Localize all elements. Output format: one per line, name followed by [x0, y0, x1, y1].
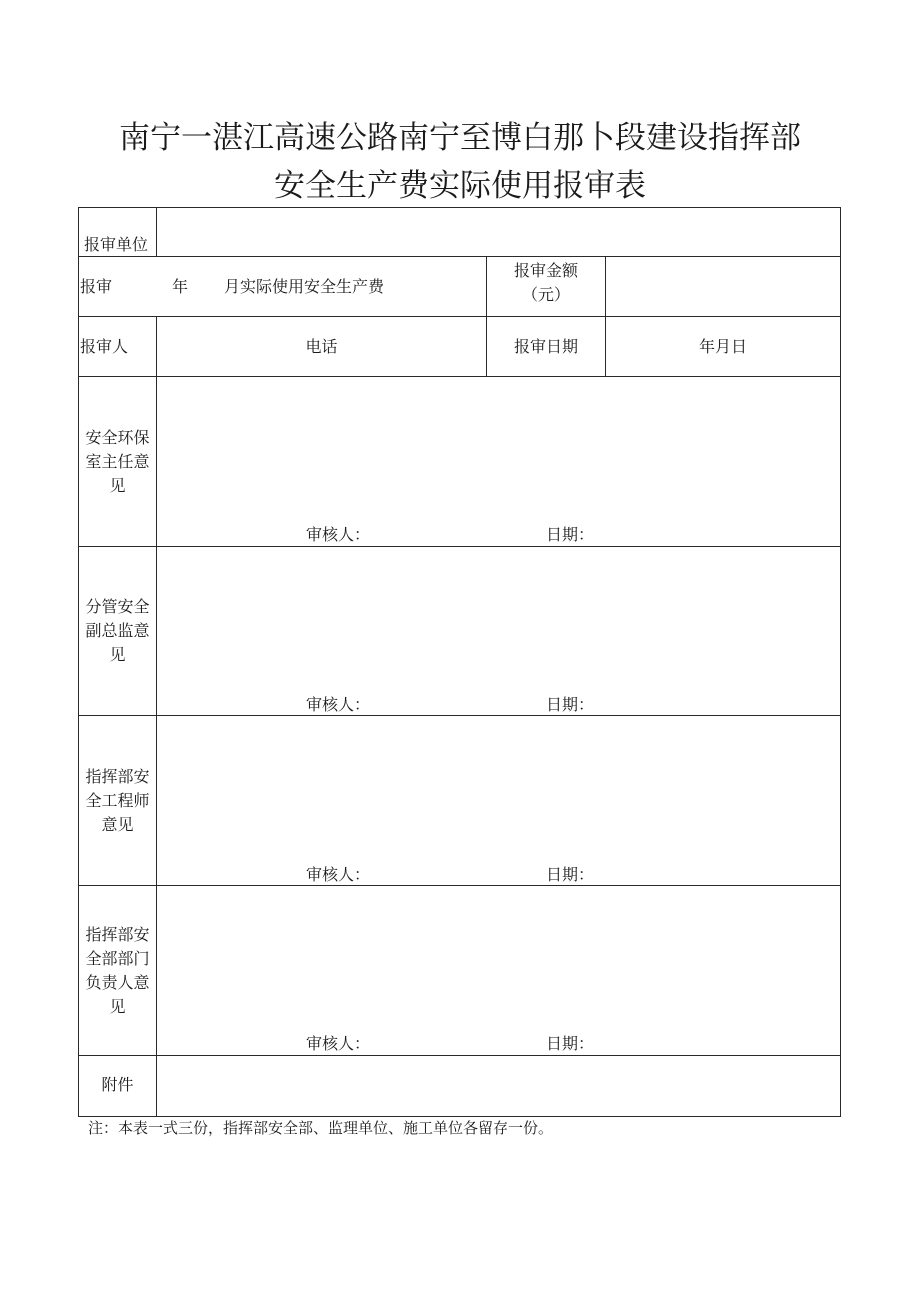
report-date-label: 报审日期 [513, 337, 578, 356]
reviewer-label: 审核人： [306, 1034, 371, 1053]
phone-label: 电话 [305, 337, 338, 356]
period-suffix: 月实际使用安全生产费 [224, 277, 385, 296]
review-date-label: 日期： [546, 695, 595, 714]
opinion-field[interactable] [157, 547, 840, 687]
review-date-label: 日期： [546, 865, 595, 884]
document-title-line2: 安全生产费实际使用报审表 [274, 168, 646, 204]
table-border-right [840, 207, 841, 1117]
opinion-label-deputy-director: 分管安全 副总监意 见 [85, 597, 150, 664]
attachment-label: 附件 [101, 1075, 134, 1094]
unit-label: 报审单位 [84, 235, 149, 254]
reporter-label: 报审人 [80, 337, 129, 356]
amount-label-line2: （元） [521, 285, 570, 304]
review-form-table [78, 207, 841, 1117]
reviewer-label: 审核人： [306, 865, 371, 884]
period-prefix: 报审 [80, 277, 113, 296]
document-title-line1: 南宁一湛江高速公路南宁至博白那卜段建设指挥部 [119, 120, 801, 156]
opinion-label-safety-office: 安全环保 室主任意 见 [85, 428, 150, 495]
opinion-field[interactable] [157, 886, 840, 1026]
opinion-field[interactable] [157, 716, 840, 856]
attachment-field[interactable] [157, 1056, 840, 1116]
amount-label [487, 259, 605, 307]
opinion-field[interactable] [157, 377, 840, 517]
unit-field[interactable] [157, 208, 840, 256]
amount-label-line1: 报审金额 [513, 261, 578, 280]
footnote: 注：本表一式三份，指挥部安全部、监理单位、施工单位各留存一份。 [88, 1119, 554, 1137]
report-date-value[interactable]: 年月日 [698, 337, 747, 356]
opinion-label-safety-engineer: 指挥部安 全工程师 意见 [85, 767, 150, 834]
amount-field[interactable] [606, 257, 840, 316]
review-date-label: 日期： [546, 525, 595, 544]
reviewer-label: 审核人： [306, 525, 371, 544]
period-year: 年 [172, 277, 189, 296]
row-divider [78, 316, 841, 317]
review-date-label: 日期： [546, 1034, 595, 1053]
reviewer-label: 审核人： [306, 695, 371, 714]
opinion-label-safety-department-head: 指挥部安 全部部门 负责人意 见 [85, 925, 150, 1016]
